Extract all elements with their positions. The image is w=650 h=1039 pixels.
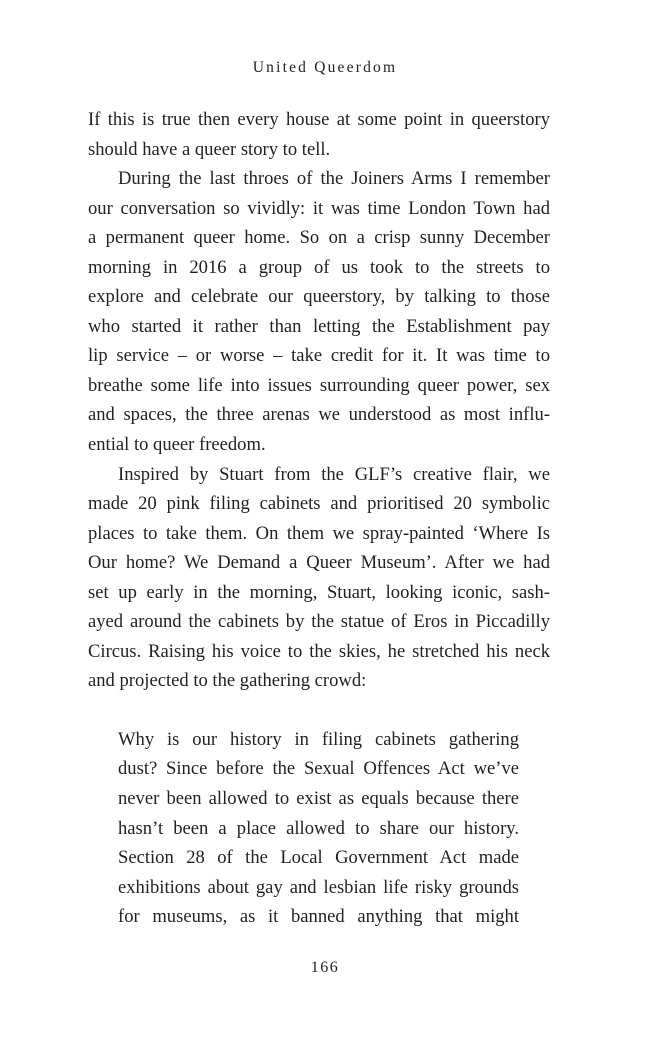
text-line: ayed around the cabinets by the statue of Eros in Piccadilly — [88, 611, 550, 633]
quote-line: hasn’t been a place allowed to share our history. — [118, 817, 519, 839]
page-number: 166 — [310, 959, 340, 976]
text-line: our conversation so vividly: it was time London Town had — [88, 197, 550, 219]
text-line: who started it rather than letting the Establishment pay — [88, 315, 550, 337]
text-line: and projected to the gathering crowd: — [88, 670, 367, 692]
text-line: During the last throes of the Joiners Arms I remember — [118, 168, 550, 190]
body-text — [88, 105, 550, 932]
text-line: set up early in the morning, Stuart, looking iconic, sash- — [88, 581, 550, 603]
quote-line: Section 28 of the Local Government Act made — [118, 847, 519, 869]
text-line: ential to queer freedom. — [88, 434, 266, 456]
running-title: United Queerdom — [252, 59, 398, 76]
text-line: places to take them. On them we spray-painted ‘Where Is — [88, 522, 550, 544]
text-line: should have a queer story to tell. — [88, 138, 331, 160]
text-line: made 20 pink filing cabinets and prioritised 20 symbolic — [88, 493, 550, 515]
text-line: If this is true then every house at some point in queerstory — [88, 109, 550, 130]
paragraph-2 — [88, 164, 550, 459]
text-line: breathe some life into issues surrounding queer power, sex — [88, 374, 550, 396]
section-gap — [88, 696, 550, 725]
text-line: morning in 2016 a group of us took to the streets to — [88, 256, 550, 278]
paragraph-1 — [88, 105, 550, 164]
text-line: a permanent queer home. So on a crisp sunny December — [88, 227, 550, 249]
quote-line: exhibitions about gay and lesbian life risky grounds — [118, 876, 519, 898]
quote-line: never been allowed to exist as equals because there — [118, 788, 519, 810]
quote-line: dust? Since before the Sexual Offences Act we’ve — [118, 758, 519, 780]
text-line: lip service – or worse – take credit for it. It was time to — [88, 345, 550, 367]
text-line: explore and celebrate our queerstory, by talking to those — [88, 286, 550, 308]
paragraph-3 — [88, 460, 550, 696]
quote-line: for museums, as it banned anything that might — [118, 906, 519, 928]
text-line: Circus. Raising his voice to the skies, he stretched his neck — [88, 640, 550, 662]
text-line: Our home? We Demand a Queer Museum’. After we had — [88, 552, 550, 574]
block-quote — [88, 725, 550, 932]
text-line: and spaces, the three arenas we understood as most influ- — [88, 404, 550, 426]
quote-line: Why is our history in filing cabinets gathering — [118, 728, 519, 750]
text-line: Inspired by Stuart from the GLF’s creative flair, we — [118, 463, 550, 485]
